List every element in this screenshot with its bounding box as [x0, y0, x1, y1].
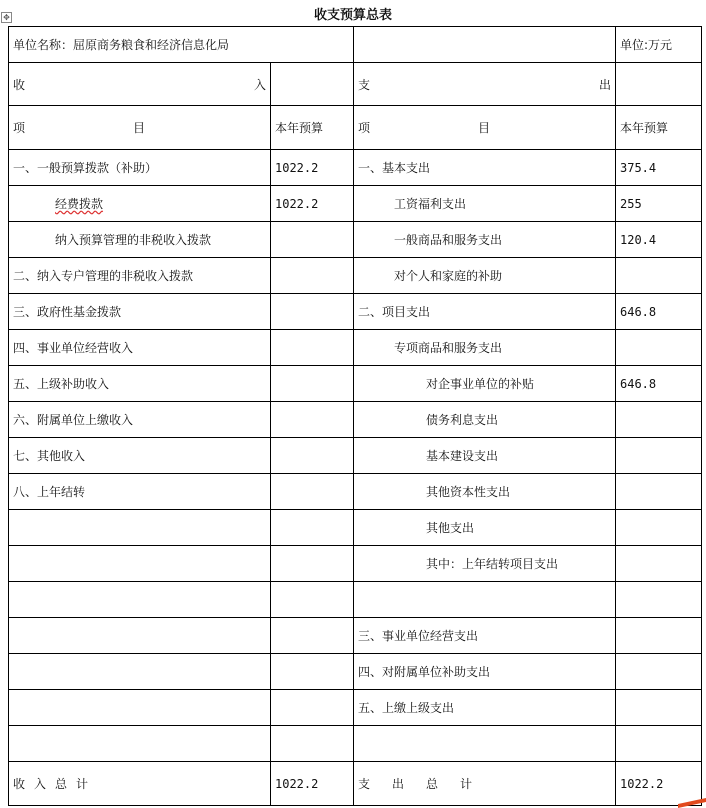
section-header-row [9, 63, 702, 106]
income-item: 五、上级补助收入 [9, 366, 271, 402]
income-value: 1022.2 [271, 186, 354, 222]
income-item [9, 546, 271, 582]
income-value [271, 726, 354, 762]
table-row [9, 402, 702, 438]
income-value [271, 258, 354, 294]
expense-budget-header: 本年预算 [616, 106, 702, 150]
expense-item: 其他支出 [354, 510, 616, 546]
expense-value [616, 330, 702, 366]
expense-item: 基本建设支出 [354, 438, 616, 474]
income-value [271, 510, 354, 546]
expense-value [616, 546, 702, 582]
expense-value [616, 474, 702, 510]
expense-value [616, 582, 702, 618]
income-item [9, 258, 271, 294]
table-row [9, 222, 702, 258]
expense-item: 一、基本支出 [354, 150, 616, 186]
income-item: 七、其他收入 [9, 438, 271, 474]
table-row [9, 330, 702, 366]
income-item: 四、事业单位经营收入 [9, 330, 271, 366]
expense-total-value: 1022.2 [616, 762, 702, 806]
expense-value [616, 258, 702, 294]
table-row [9, 690, 702, 726]
income-item [9, 654, 271, 690]
expense-total-label: 支出总计 [354, 762, 616, 806]
table-row [9, 258, 702, 294]
table-row [9, 186, 702, 222]
income-value [271, 618, 354, 654]
income-item-text: 二、纳入专户管理的非税收入拨款 [13, 269, 194, 283]
table-row [9, 366, 702, 402]
income-total-value: 1022.2 [271, 762, 354, 806]
expense-value: 646.8 [616, 294, 702, 330]
col-item-char2: 目 [133, 121, 146, 135]
expense-value [616, 690, 702, 726]
income-item: 三、政府性基金拨款 [9, 294, 271, 330]
expense-value [616, 654, 702, 690]
expense-item-header [354, 106, 616, 150]
expense-value [616, 726, 702, 762]
income-value [271, 654, 354, 690]
income-value [271, 438, 354, 474]
income-header-empty [271, 63, 354, 106]
income-item [9, 618, 271, 654]
table-row [9, 474, 702, 510]
page-title: 收支预算总表 [313, 8, 392, 23]
expense-value [616, 618, 702, 654]
expense-value: 255 [616, 186, 702, 222]
income-value [271, 474, 354, 510]
income-value: 1022.2 [271, 150, 354, 186]
income-value [271, 402, 354, 438]
income-item-text: 经费拨款 [55, 197, 104, 211]
expense-item: 五、上缴上级支出 [354, 690, 616, 726]
expense-header-char1: 支 [358, 77, 371, 92]
income-value [271, 546, 354, 582]
table-row [9, 582, 702, 618]
income-total-label: 收入总计 [9, 762, 271, 806]
unit-name: 单位名称：屈原商务粮食和经济信息化局 [9, 27, 354, 63]
income-header-char1: 收 [13, 77, 26, 92]
expense-item: 债务利息支出 [354, 402, 616, 438]
income-value [271, 330, 354, 366]
expense-item: 其他资本性支出 [354, 474, 616, 510]
table-row [9, 294, 702, 330]
income-value [271, 690, 354, 726]
expense-item: 二、项目支出 [354, 294, 616, 330]
table-row [9, 150, 702, 186]
expense-value: 375.4 [616, 150, 702, 186]
expense-value [616, 438, 702, 474]
unit-empty-cell [354, 27, 616, 63]
total-row [9, 762, 702, 806]
income-value [271, 366, 354, 402]
expense-value [616, 510, 702, 546]
expense-item: 对企事业单位的补贴 [354, 366, 616, 402]
income-item-header [9, 106, 271, 150]
expense-item: 其中：上年结转项目支出 [354, 546, 616, 582]
income-item: 六、附属单位上缴收入 [9, 402, 271, 438]
income-item [9, 582, 271, 618]
unit-row [9, 27, 702, 63]
expense-item [354, 726, 616, 762]
table-row [9, 654, 702, 690]
expense-value: 646.8 [616, 366, 702, 402]
column-header-row [9, 106, 702, 150]
table-row [9, 546, 702, 582]
income-value [271, 294, 354, 330]
expense-item: 对个人和家庭的补助 [354, 258, 616, 294]
table-anchor-icon[interactable]: ✥ [1, 12, 12, 23]
income-item [9, 726, 271, 762]
income-header-cell [9, 63, 271, 106]
unit-label: 单位:万元 [616, 27, 702, 63]
income-item: 纳入预算管理的非税收入拨款 [9, 222, 271, 258]
table-row [9, 618, 702, 654]
income-budget-header: 本年预算 [271, 106, 354, 150]
expense-item: 工资福利支出 [354, 186, 616, 222]
expense-item: 三、事业单位经营支出 [354, 618, 616, 654]
expense-header-empty [616, 63, 702, 106]
income-item [9, 186, 271, 222]
income-item: 八、上年结转 [9, 474, 271, 510]
expense-header-char2: 出 [598, 77, 611, 92]
col-item-char1: 项 [13, 121, 26, 135]
expense-item: 一般商品和服务支出 [354, 222, 616, 258]
expense-value [616, 402, 702, 438]
budget-table [8, 26, 702, 806]
col-item-char2: 目 [478, 121, 491, 135]
table-row [9, 726, 702, 762]
expense-item: 四、对附属单位补助支出 [354, 654, 616, 690]
income-item [9, 690, 271, 726]
expense-value: 120.4 [616, 222, 702, 258]
income-value [271, 582, 354, 618]
expense-item [354, 582, 616, 618]
income-header-char2: 入 [253, 77, 266, 92]
income-value [271, 222, 354, 258]
expense-item: 专项商品和服务支出 [354, 330, 616, 366]
table-row [9, 510, 702, 546]
col-item-char1: 项 [358, 121, 371, 135]
table-row [9, 438, 702, 474]
income-item [9, 510, 271, 546]
income-item: 一、一般预算拨款（补助） [9, 150, 271, 186]
expense-header-cell [354, 63, 616, 106]
